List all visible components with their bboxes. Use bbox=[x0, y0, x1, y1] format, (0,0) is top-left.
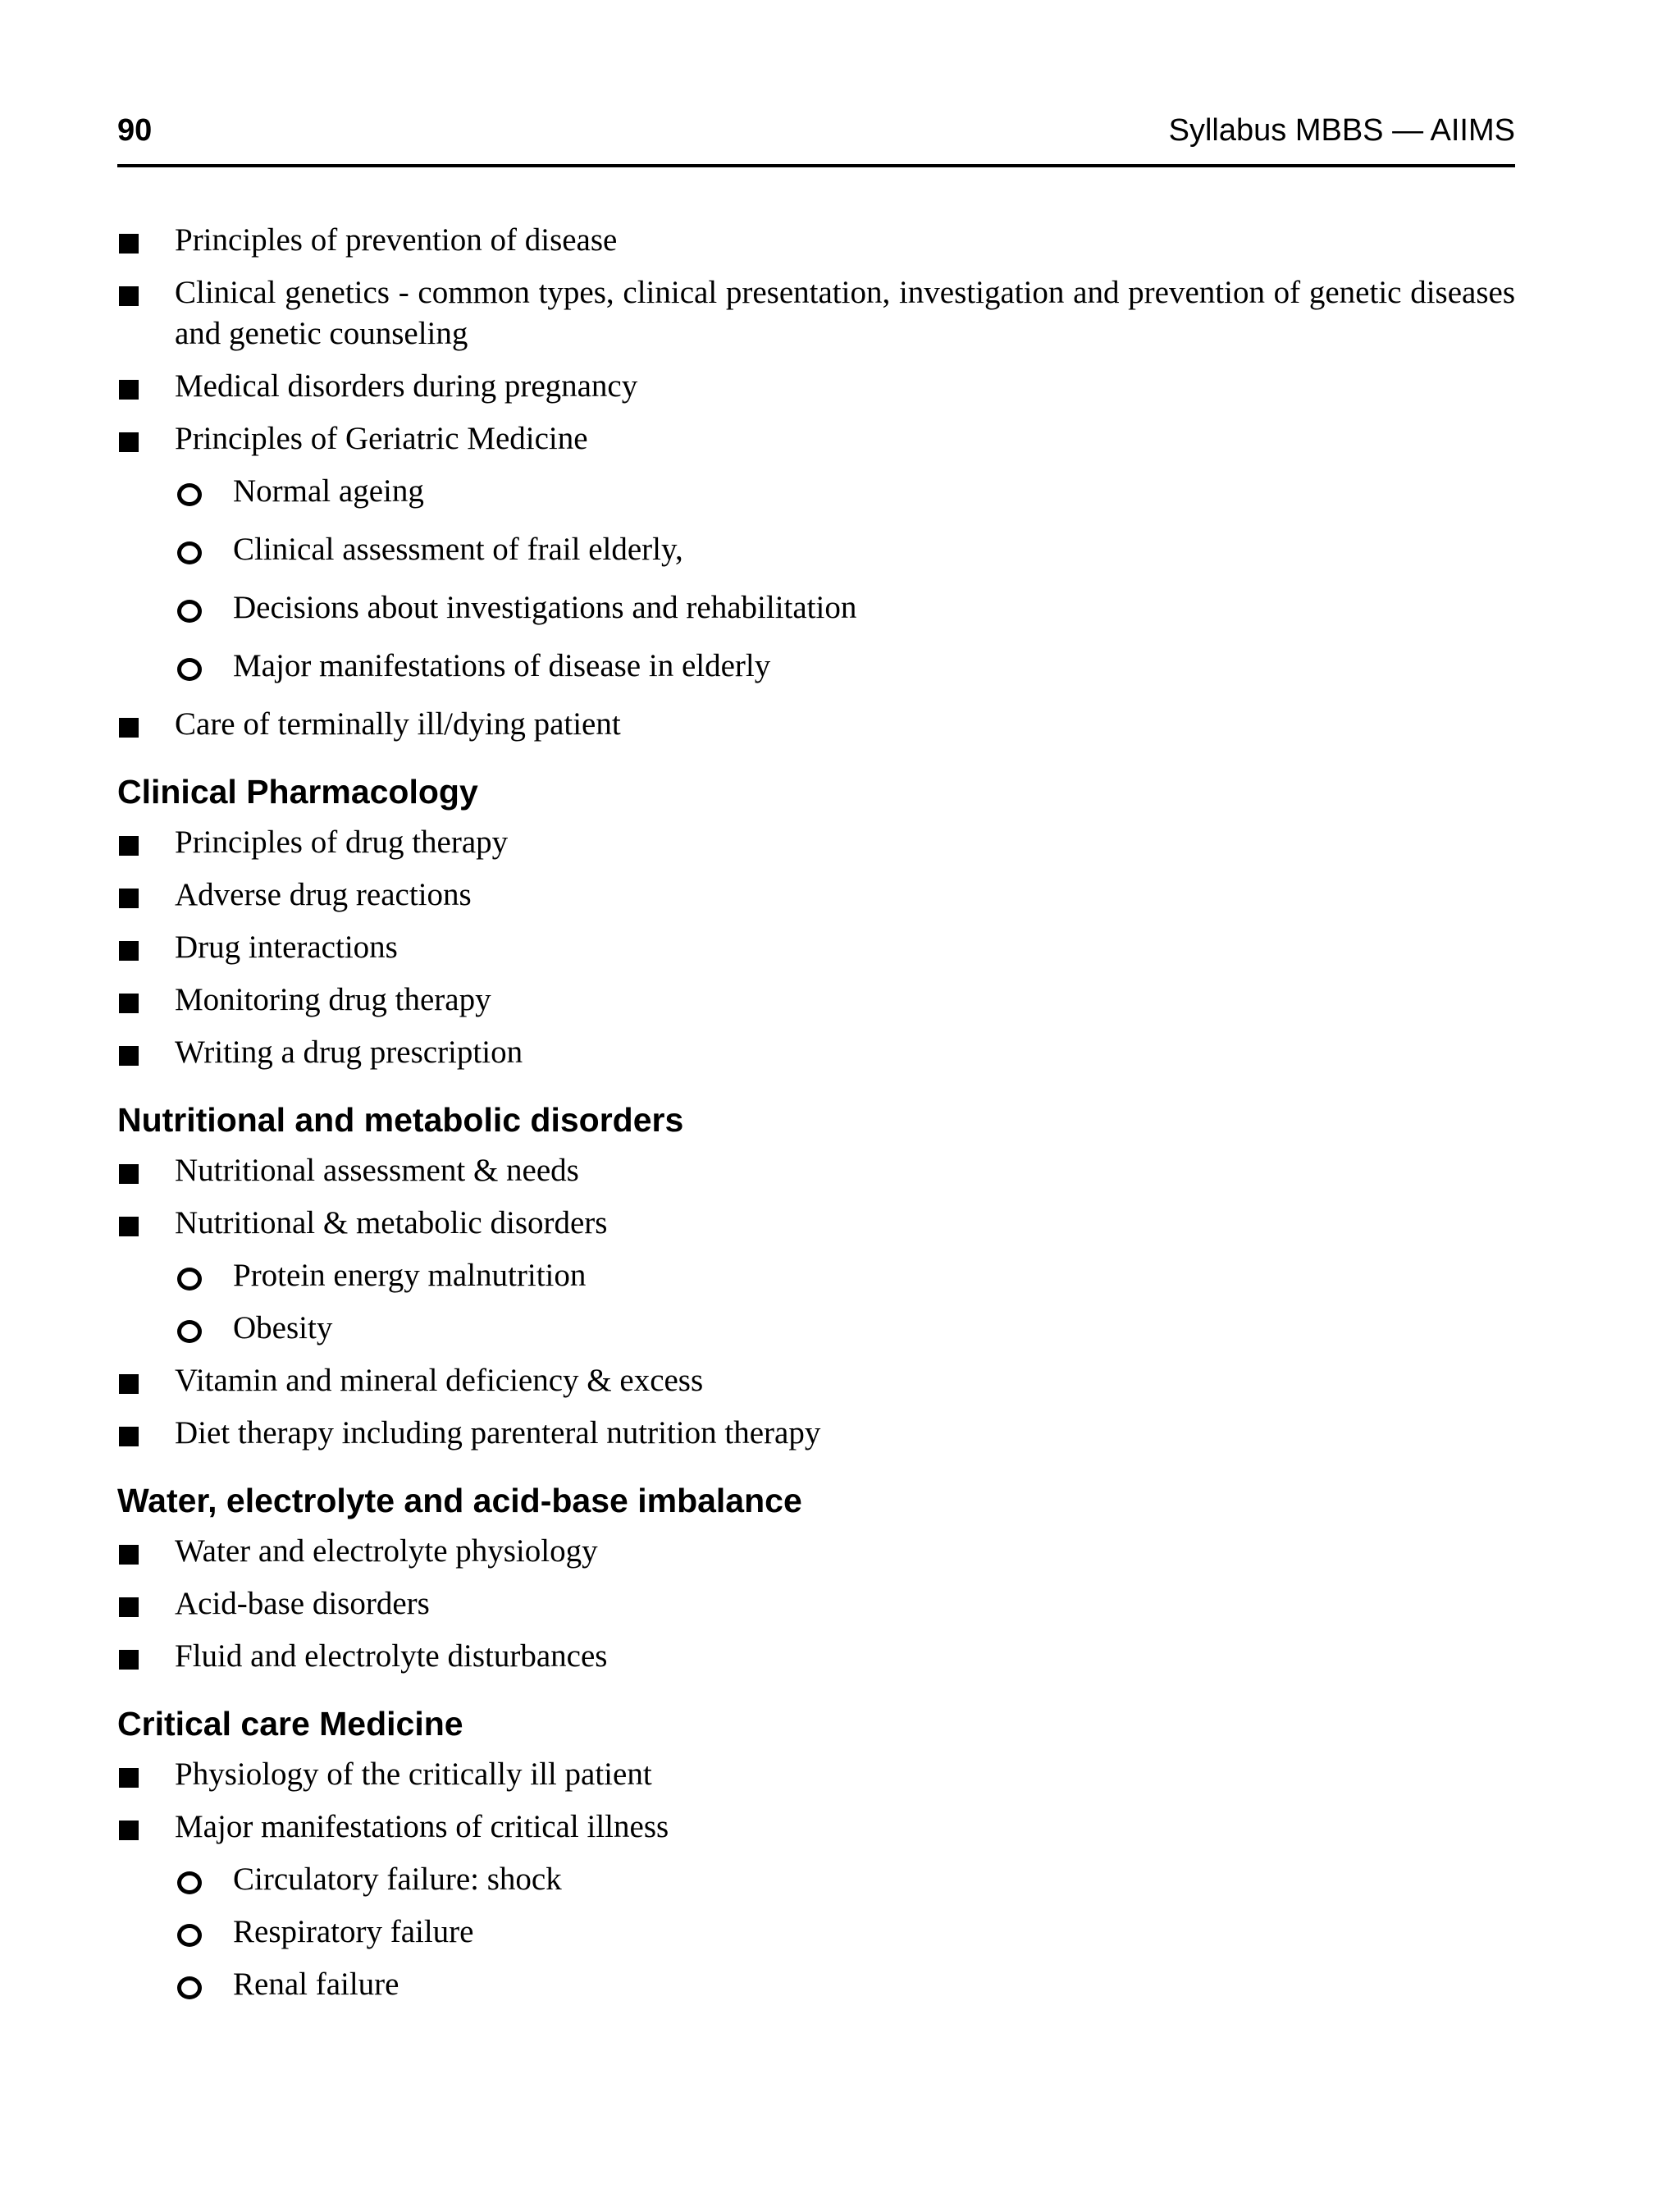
circle-bullet-icon bbox=[177, 1871, 202, 1894]
sub-list-item: Circulatory failure: shock bbox=[117, 1859, 1515, 1900]
page-content bbox=[117, 220, 1515, 2017]
list-item: Nutritional assessment & needs bbox=[117, 1150, 1515, 1191]
section-heading: Clinical Pharmacology bbox=[117, 773, 478, 811]
section-heading: Nutritional and metabolic disorders bbox=[117, 1101, 684, 1139]
list-item: Principles of prevention of disease bbox=[117, 220, 1515, 261]
list-item: Fluid and electrolyte disturbances bbox=[117, 1636, 1515, 1677]
list-item: Writing a drug prescription bbox=[117, 1032, 1515, 1073]
list-item: Diet therapy including parenteral nutrition therapy bbox=[117, 1413, 1515, 1454]
list-item: Nutritional & metabolic disorders bbox=[117, 1203, 1515, 1244]
sub-list-item: Normal ageing bbox=[117, 471, 1515, 512]
list-item: Vitamin and mineral deficiency & excess bbox=[117, 1360, 1515, 1401]
square-bullet-icon bbox=[119, 941, 139, 961]
circle-bullet-icon bbox=[177, 600, 202, 623]
square-bullet-icon bbox=[119, 380, 139, 400]
sub-list-item: Obesity bbox=[117, 1308, 1515, 1349]
sub-list-item: Clinical assessment of frail elderly, bbox=[117, 529, 1515, 570]
circle-bullet-icon bbox=[177, 541, 202, 564]
square-bullet-icon bbox=[119, 286, 139, 306]
square-bullet-icon bbox=[119, 1650, 139, 1670]
list-item: Care of terminally ill/dying patient bbox=[117, 704, 1515, 745]
list-item: Adverse drug reactions bbox=[117, 875, 1515, 916]
list-item: Water and electrolyte physiology bbox=[117, 1531, 1515, 1572]
page-header bbox=[117, 110, 1515, 167]
square-bullet-icon bbox=[119, 1768, 139, 1788]
sub-list-item: Renal failure bbox=[117, 1964, 1515, 2005]
sub-list-item: Respiratory failure bbox=[117, 1912, 1515, 1953]
square-bullet-icon bbox=[119, 1545, 139, 1565]
list-item: Principles of Geriatric Medicine bbox=[117, 418, 1515, 459]
circle-bullet-icon bbox=[177, 658, 202, 681]
circle-bullet-icon bbox=[177, 483, 202, 506]
square-bullet-icon bbox=[119, 718, 139, 738]
circle-bullet-icon bbox=[177, 1268, 202, 1291]
square-bullet-icon bbox=[119, 1427, 139, 1446]
list-item: Principles of drug therapy bbox=[117, 822, 1515, 863]
circle-bullet-icon bbox=[177, 1976, 202, 1999]
list-item: Clinical genetics - common types, clinical presentation, investigation and prevention of genetic diseases and genetic counseling bbox=[117, 272, 1515, 354]
square-bullet-icon bbox=[119, 234, 139, 254]
section-heading: Water, electrolyte and acid-base imbalance bbox=[117, 1482, 802, 1519]
list-item: Acid-base disorders bbox=[117, 1583, 1515, 1624]
square-bullet-icon bbox=[119, 1374, 139, 1394]
page-number: 90 bbox=[117, 113, 153, 148]
square-bullet-icon bbox=[119, 1164, 139, 1184]
square-bullet-icon bbox=[119, 836, 139, 856]
circle-bullet-icon bbox=[177, 1320, 202, 1343]
list-item: Medical disorders during pregnancy bbox=[117, 366, 1515, 407]
square-bullet-icon bbox=[119, 1597, 139, 1617]
sub-list-item: Major manifestations of disease in elderly bbox=[117, 646, 1515, 687]
square-bullet-icon bbox=[119, 1821, 139, 1840]
square-bullet-icon bbox=[119, 994, 139, 1013]
square-bullet-icon bbox=[119, 1217, 139, 1236]
list-item: Drug interactions bbox=[117, 927, 1515, 968]
circle-bullet-icon bbox=[177, 1924, 202, 1947]
square-bullet-icon bbox=[119, 1046, 139, 1066]
running-title: Syllabus MBBS — AIIMS bbox=[1168, 113, 1515, 148]
sub-list-item: Decisions about investigations and rehabilitation bbox=[117, 587, 1515, 628]
section-heading: Critical care Medicine bbox=[117, 1705, 463, 1743]
list-item: Major manifestations of critical illness bbox=[117, 1807, 1515, 1848]
sub-list-item: Protein energy malnutrition bbox=[117, 1255, 1515, 1296]
list-item: Monitoring drug therapy bbox=[117, 980, 1515, 1021]
square-bullet-icon bbox=[119, 889, 139, 908]
square-bullet-icon bbox=[119, 432, 139, 452]
list-item: Physiology of the critically ill patient bbox=[117, 1754, 1515, 1795]
